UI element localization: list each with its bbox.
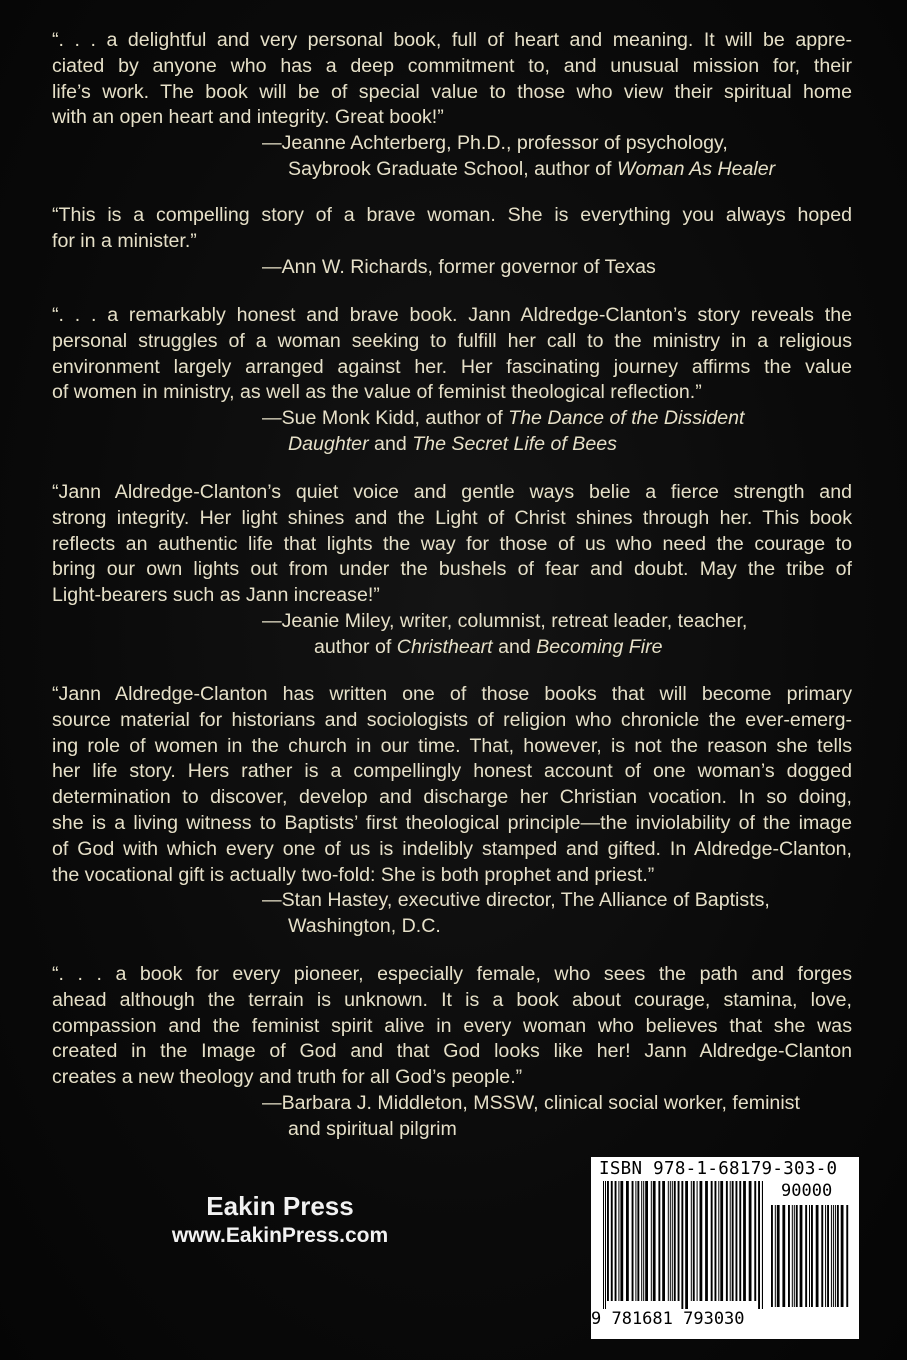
barcode-bar [668, 1181, 669, 1301]
attribution-line: —Jeanne Achterberg, Ph.D., professor of psychology, [262, 132, 728, 155]
barcode-bar [835, 1205, 836, 1307]
barcode-bar [762, 1181, 763, 1309]
barcode-bar [816, 1205, 819, 1307]
quote-line: ciated by anyone who has a deep commitment to, and unusual mission for, their [52, 54, 852, 77]
quote-line: compassion and the feminist spirit alive in every woman who believes that she was [52, 1014, 852, 1037]
quote-line: with an open heart and integrity. Great book!” [52, 106, 444, 129]
book-title: The Dance of the Dissident [508, 407, 745, 430]
review-quote-1 [52, 28, 852, 183]
barcode-bar [662, 1181, 665, 1301]
barcode-bar [749, 1181, 752, 1301]
barcode-bar [700, 1181, 703, 1301]
barcode-bar [754, 1181, 756, 1301]
quote-line: her life story. Hers rather is a compellingly honest account of one woman’s dogged [52, 760, 852, 783]
barcode-bar [626, 1181, 629, 1301]
barcode-bar [672, 1181, 673, 1301]
barcode-bar [730, 1181, 731, 1301]
publisher-url: www.EakinPress.com [171, 1224, 389, 1247]
barcode-bar [611, 1181, 613, 1301]
barcode-bar [788, 1205, 790, 1307]
barcode-bar [758, 1181, 760, 1309]
barcode-bar [635, 1181, 636, 1301]
barcode-bar [685, 1181, 688, 1309]
barcode-bar [691, 1181, 692, 1301]
barcode-bar [782, 1205, 785, 1307]
barcode-bar [607, 1181, 609, 1301]
review-quote-6 [52, 962, 852, 1143]
barcode-bar [800, 1205, 803, 1307]
barcode-bar [697, 1181, 698, 1301]
barcode-bar [821, 1205, 823, 1307]
publisher-name: Eakin Press [206, 1191, 354, 1221]
quote-line: “Jann Aldredge-Clanton has written one of those books that will become primary [52, 683, 852, 705]
barcode-bar [678, 1181, 680, 1301]
book-title: Becoming Fire [536, 635, 663, 658]
attribution-line: Washington, D.C. [288, 915, 441, 938]
price-addon-label: 90000 [781, 1181, 833, 1201]
quote-line: ing role of women in the church in our time. That, however, is not the reason she tells [52, 734, 852, 757]
quote-line: of God with which every one of us is indelibly stamped and gifted. In Aldredge-Clanton, [52, 837, 852, 860]
barcode-bars [603, 1181, 763, 1309]
quote-line: determination to discover, develop and discharge her Christian vocation. In so doing, [52, 786, 852, 809]
book-title: Woman As Healer [616, 157, 776, 180]
barcode-bar [603, 1181, 604, 1309]
attribution-line: —Stan Hastey, executive director, The Alliance of Baptists, [262, 889, 770, 912]
barcode-bar [645, 1181, 648, 1301]
barcode-bar [715, 1181, 717, 1301]
barcode-bar [739, 1181, 741, 1301]
barcode-bar [833, 1205, 834, 1307]
barcode-bar [775, 1205, 776, 1307]
barcode-bar [705, 1181, 708, 1301]
review-quote-4 [52, 480, 852, 661]
barcode-bar [841, 1205, 844, 1307]
attribution-line: author of Christheart and Becoming Fire [314, 635, 663, 658]
quote-line: of women in ministry, as well as the value of feminist theological reflection.” [52, 381, 702, 404]
quote-line: created in the Image of God and that God looks like her! Jann Aldredge-Clanton [52, 1040, 852, 1063]
attribution-line: and spiritual pilgrim [288, 1117, 457, 1140]
barcode-bar [846, 1205, 848, 1307]
quote-line: “. . . a book for every pioneer, especially female, who sees the path and forges [52, 963, 852, 985]
book-title: The Secret Life of Bees [412, 432, 617, 455]
barcode-bar [651, 1181, 652, 1301]
barcode-bar [658, 1181, 660, 1301]
barcode-bar [732, 1181, 734, 1301]
attribution-line: —Sue Monk Kidd, author of The Dance of the Dissident [262, 407, 745, 430]
barcode-bar [605, 1181, 606, 1309]
barcode-bar [726, 1181, 728, 1301]
quote-line: source material for historians and sociologists of religion who chronicle the ever-emerg- [52, 708, 852, 731]
attribution-line: —Jeanie Miley, writer, columnist, retreat leader, teacher, [262, 609, 748, 632]
barcode-bar [643, 1181, 644, 1301]
barcode-bar [736, 1181, 738, 1301]
quote-line: ahead although the terrain is unknown. It is a book about courage, stamina, love, [52, 988, 852, 1011]
quote-line: Light-bearers such as Jann increase!” [52, 584, 380, 607]
quote-line: bring our own lights out from under the bushels of fear and doubt. May the tribe of [52, 558, 852, 581]
barcode-bar [653, 1181, 656, 1301]
barcode-bar [632, 1181, 634, 1301]
attribution-line: —Ann W. Richards, former governor of Texas [262, 255, 656, 278]
quote-line: for in a minister.” [52, 229, 197, 252]
quote-line: the vocational gift is actually two-fold: She is both prophet and priest.” [52, 863, 655, 886]
quote-line: “Jann Aldredge-Clanton’s quiet voice and gentle ways belie a fierce strength and [52, 481, 852, 503]
quote-line: reflects an authentic life that lights the way for those of us who need the courage to [52, 532, 852, 555]
quote-line: creates a new theology and truth for all God’s people.” [52, 1066, 523, 1089]
barcode-bar [809, 1205, 810, 1307]
addon-barcode-bars [771, 1205, 849, 1315]
publisher-block [130, 1190, 430, 1250]
barcode-bar [796, 1205, 798, 1307]
ean-number: 9 781681 793030 [591, 1309, 745, 1329]
review-quote-3 [52, 303, 852, 458]
attribution-line: —Barbara J. Middleton, MSSW, clinical social worker, feminist [262, 1091, 800, 1114]
review-quote-5 [52, 682, 852, 940]
barcode-bar [637, 1181, 639, 1301]
quote-line: life’s work. The book will be of special value to those who view their spiritual home [52, 80, 852, 103]
barcode-bar [711, 1181, 713, 1301]
barcode-bar [620, 1181, 623, 1301]
barcode-bar [792, 1205, 793, 1307]
barcode-bar [743, 1181, 746, 1301]
quote-line: strong integrity. Her light shines and the Light of Christ shines through her. This book [52, 506, 852, 529]
review-quote-2 [52, 203, 852, 280]
barcode-bar [615, 1181, 617, 1301]
attribution-line: Saybrook Graduate School, author of Woman As Healer [288, 157, 776, 180]
quote-line: “. . . a remarkably honest and brave book. Jann Aldredge-Clanton’s story reveals the [52, 304, 852, 326]
barcode-bar [720, 1181, 723, 1301]
quote-line: “This is a compelling story of a brave woman. She is everything you always hoped [52, 204, 852, 226]
barcode-bar [831, 1205, 832, 1307]
barcode-bar [827, 1205, 829, 1307]
barcode-bar [693, 1181, 695, 1301]
barcode-bar [837, 1205, 839, 1307]
book-title: Christheart [396, 635, 493, 658]
barcode-bar [718, 1181, 719, 1301]
barcode-bar [777, 1205, 780, 1307]
quote-line: “. . . a delightful and very personal book, full of heart and meaning. It will be appre- [52, 29, 852, 51]
barcode-bar [674, 1181, 676, 1301]
barcode-bar [618, 1181, 619, 1301]
barcode-bar [794, 1205, 795, 1307]
barcode-bar [681, 1181, 683, 1309]
book-title: Daughter [288, 432, 369, 455]
barcode-bar [771, 1205, 773, 1307]
quote-line: she is a living witness to Baptists’ first theological principle—the inviolability of the image [52, 811, 852, 834]
barcode-bar [811, 1205, 813, 1307]
barcode-bar [805, 1205, 807, 1307]
barcode-bar [641, 1181, 642, 1301]
barcode-bar [670, 1181, 671, 1301]
isbn-barcode [591, 1157, 859, 1339]
quote-line: personal struggles of a woman seeking to fulfill her call to the ministry in a religious [52, 329, 852, 352]
quote-line: environment largely arranged against her. Her fascinating journey affirms the value [52, 355, 852, 378]
isbn-label: ISBN 978-1-68179-303-0 [599, 1159, 838, 1179]
barcode-bar [825, 1205, 826, 1307]
attribution-line: Daughter and The Secret Life of Bees [288, 432, 617, 455]
